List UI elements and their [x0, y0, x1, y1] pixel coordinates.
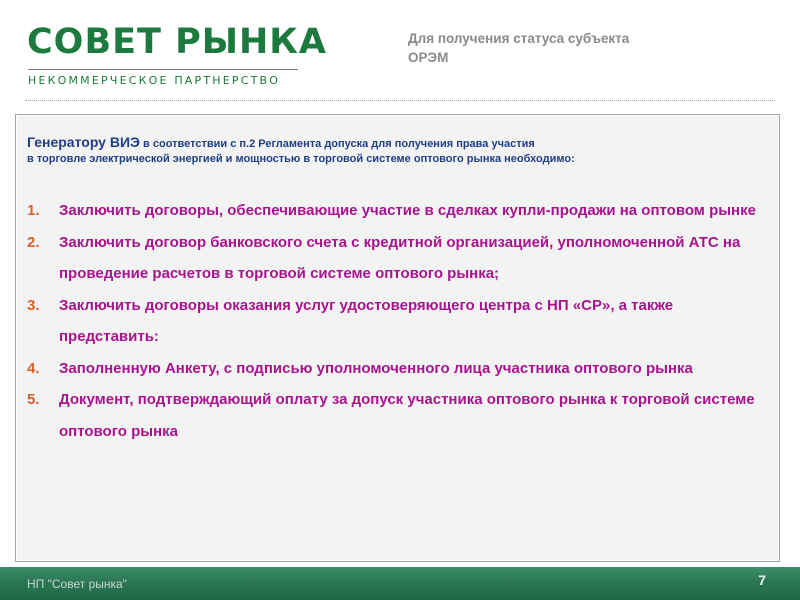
requirement-number: 2. [27, 233, 40, 251]
logo-title: СОВЕТ РЫНКА [27, 22, 327, 62]
logo-divider [28, 69, 298, 70]
requirement-item [27, 227, 772, 290]
header-note-line2: ОРЭМ [408, 50, 449, 65]
footer-bar [0, 567, 800, 600]
header-note-line1: Для получения статуса субъекта [408, 31, 630, 46]
intro-text [27, 135, 767, 167]
requirement-item [27, 290, 772, 353]
intro-line1 [27, 135, 767, 152]
requirement-text: Заключить договоры, обеспечивающие участие в сделках купли-продажи на оптовом рынке [59, 202, 756, 219]
requirement-text: Заполненную Анкету, с подписью уполномоченного лица участника оптового рынка [59, 359, 693, 377]
page-number: 7 [758, 572, 766, 588]
requirement-text: Заключить договоры оказания услуг удостоверяющего центра с НП «СР», а также представить: [59, 296, 674, 345]
requirement-number: 4. [27, 359, 40, 377]
requirement-text: Заключить договор банковского счета с кредитной организацией, уполномоченной АТС на проведение расчетов в торговой системе оптового рынка; [59, 233, 741, 282]
requirement-number: 1. [27, 202, 40, 219]
requirement-text: Документ, подтверждающий оплату за допуск участника оптового рынка к торговой системе оптового рынка [59, 391, 755, 440]
intro-lead: Генератору ВИЭ [27, 134, 140, 150]
intro-line1-text: в соответствии с п.2 Регламента допуска для получения права участия [140, 138, 535, 150]
content-panel [15, 114, 780, 562]
requirement-number: 5. [27, 391, 40, 408]
footer-org: НП "Совет рынка" [27, 577, 127, 591]
requirements-list [27, 195, 772, 447]
requirement-item [27, 195, 772, 227]
logo-subtitle: НЕКОММЕРЧЕСКОЕ ПАРТНЕРСТВО [28, 74, 281, 87]
dotted-separator [25, 100, 775, 101]
requirement-item [27, 353, 772, 385]
requirement-item [27, 384, 772, 447]
header-note [408, 29, 728, 67]
intro-line2: в торговле электрической энергией и мощностью в торговой системе оптового рынка необходимо: [27, 153, 575, 165]
requirement-number: 3. [27, 296, 40, 314]
